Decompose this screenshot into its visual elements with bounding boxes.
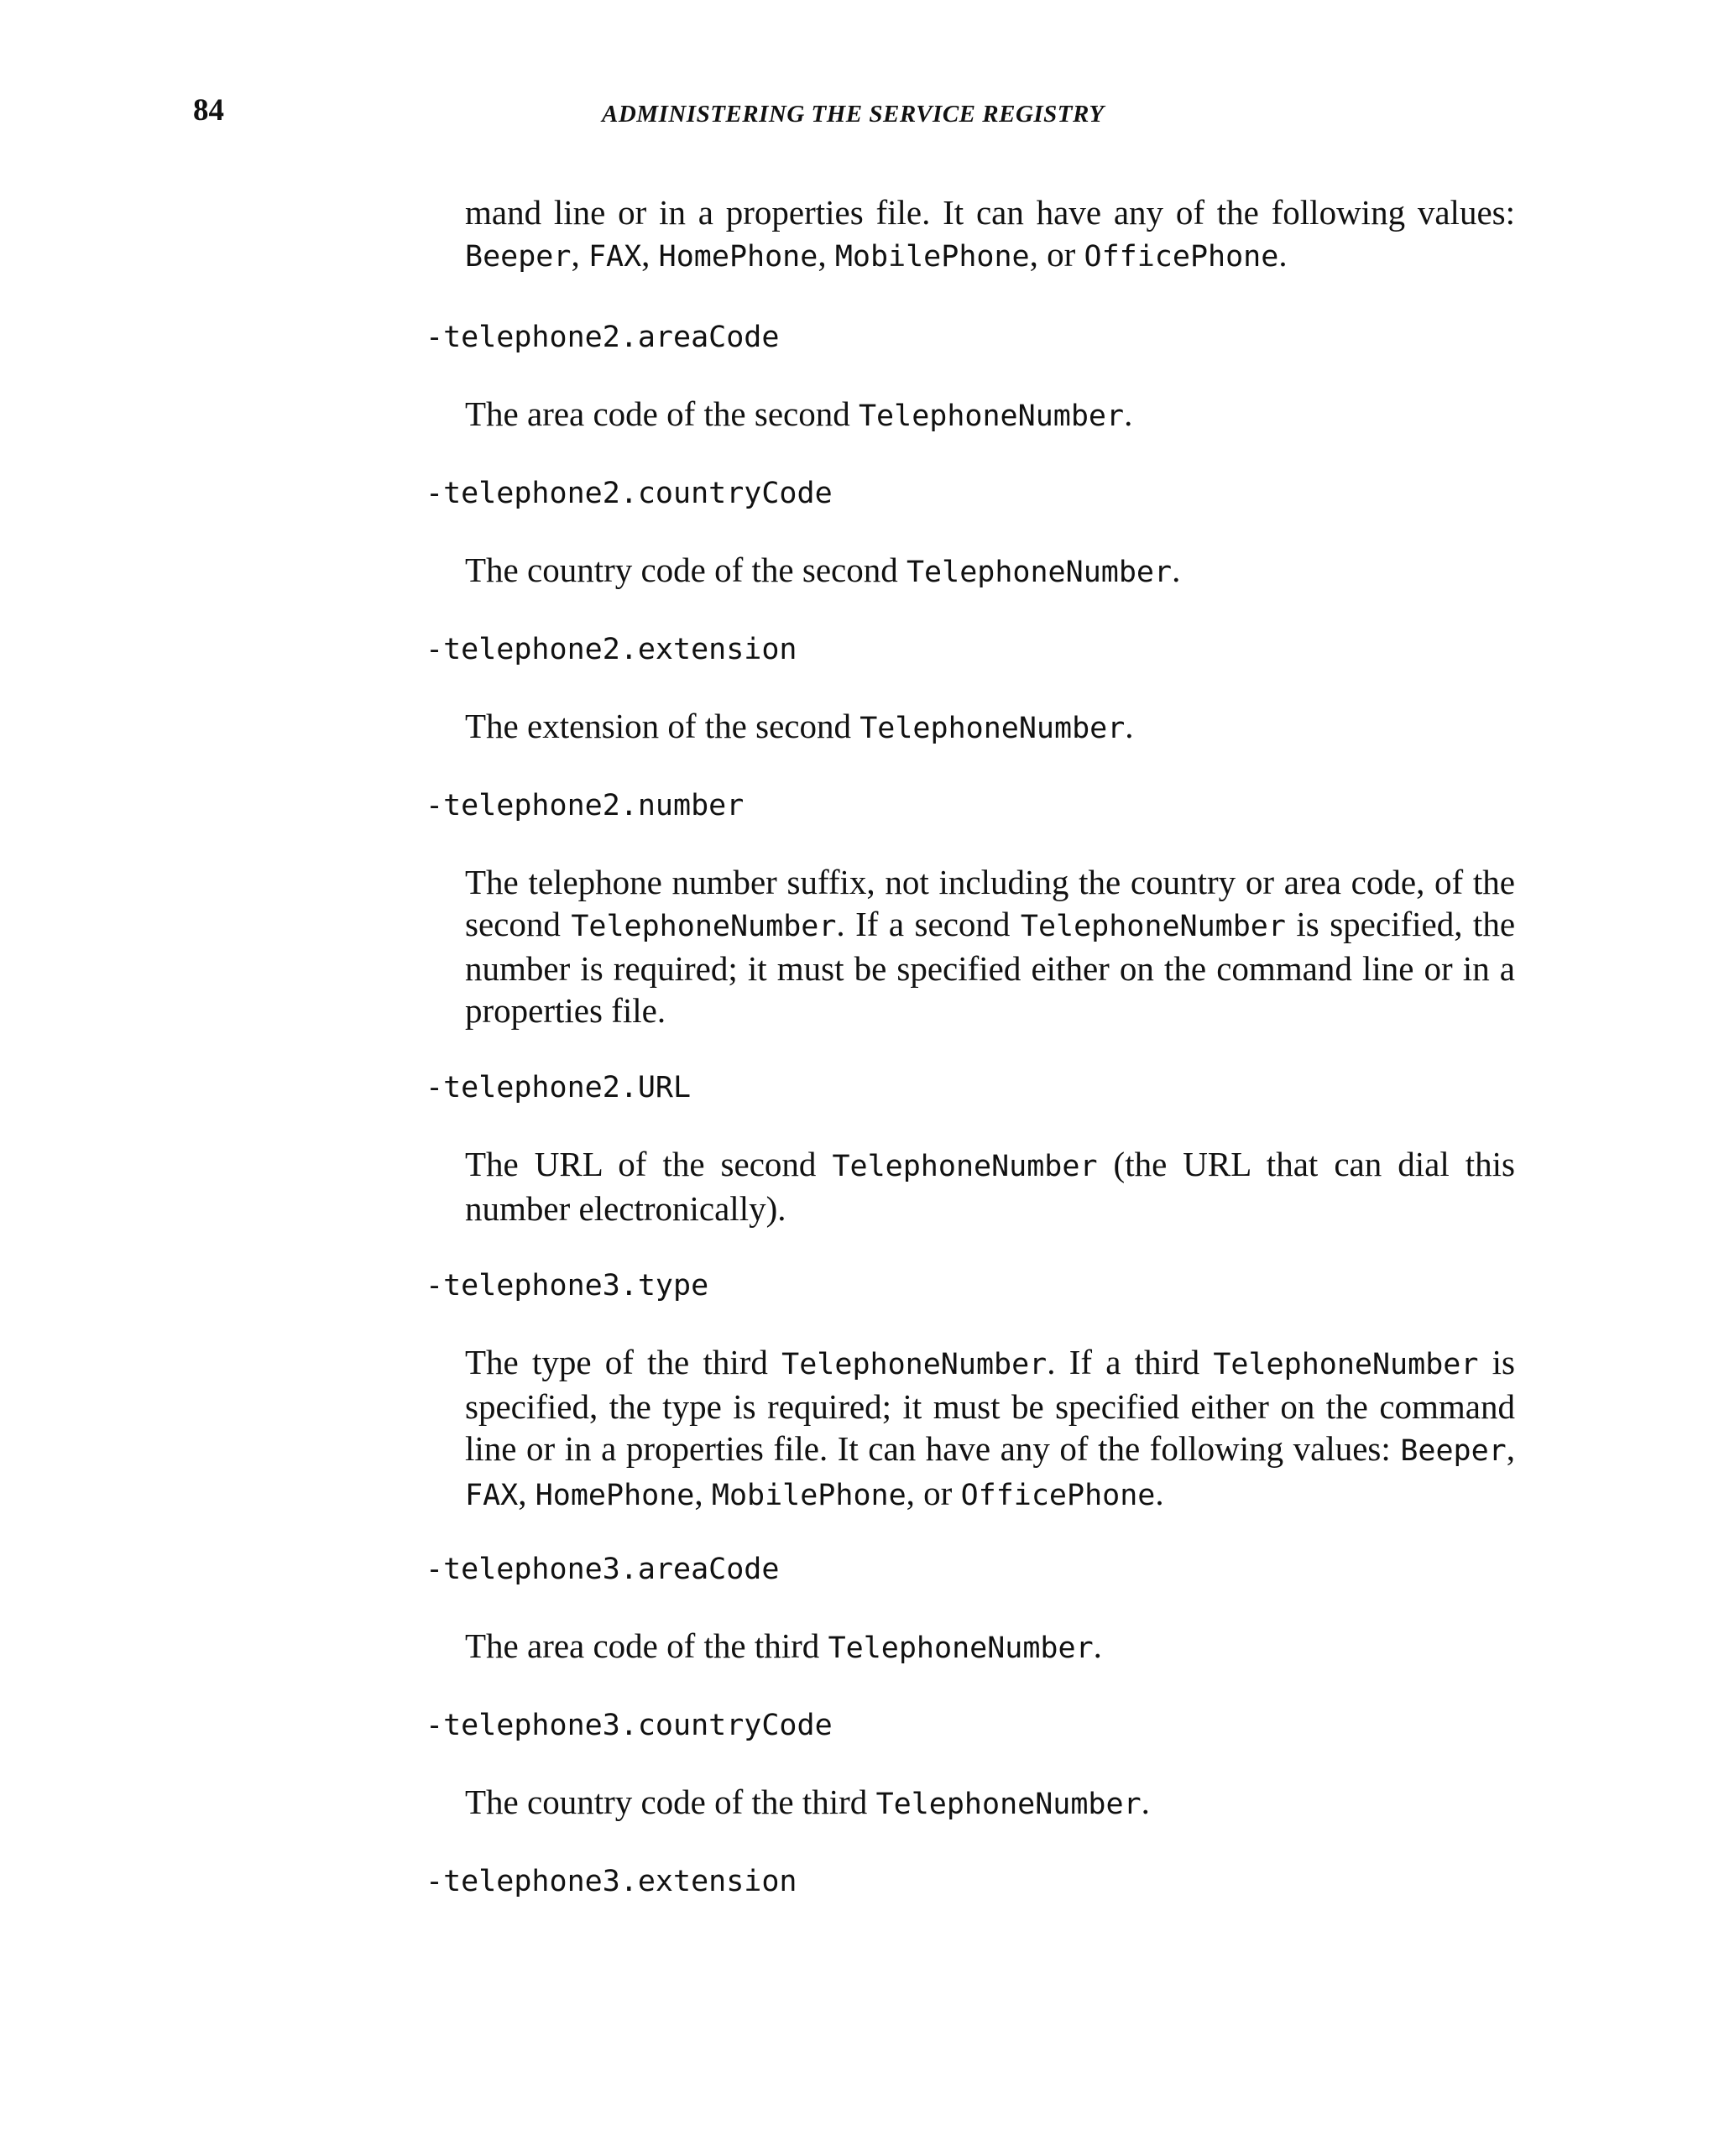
- entry-description: The area code of the third TelephoneNumber.: [465, 1626, 1102, 1665]
- entry-description: The country code of the second TelephoneNumber.: [465, 551, 1181, 589]
- option-term: -telephone2.areaCode: [426, 321, 780, 354]
- option-term: -telephone2.countryCode: [426, 477, 833, 510]
- value-beeper: Beeper: [1400, 1434, 1507, 1468]
- value-mobilephone: MobilePhone: [711, 1479, 907, 1512]
- option-term: -telephone3.extension: [426, 1865, 797, 1898]
- page-number: 84: [193, 93, 224, 128]
- value-officephone: OfficePhone: [1084, 240, 1279, 274]
- value-fax: FAX: [465, 1479, 519, 1512]
- entry-description: The extension of the second TelephoneNumber.: [465, 707, 1134, 745]
- value-homephone: HomePhone: [658, 240, 818, 274]
- option-term: -telephone3.type: [426, 1269, 709, 1302]
- value-fax: FAX: [588, 240, 642, 274]
- option-term: -telephone3.areaCode: [426, 1553, 780, 1586]
- entry-description: The telephone number suffix, not including the country or area code, of the second TelephoneNumber. If a second TelephoneNumber is specified, the number is required; it must be specified either on the command line or in a properties file.: [465, 863, 1516, 1030]
- option-term: -telephone2.URL: [426, 1071, 692, 1104]
- option-term: -telephone2.extension: [426, 633, 797, 666]
- value-beeper: Beeper: [465, 240, 572, 274]
- option-term: -telephone3.countryCode: [426, 1709, 833, 1742]
- page-header: [0, 92, 1719, 143]
- value-mobilephone: MobilePhone: [834, 240, 1030, 274]
- value-officephone: OfficePhone: [960, 1479, 1156, 1512]
- entry-description: mand line or in a properties file. It can have any of the following values: Beeper, FAX, HomePhone, MobilePhone, or OfficePhone.: [465, 193, 1515, 274]
- entry-description: The URL of the second TelephoneNumber (the URL that can dial this number electronically).: [465, 1145, 1515, 1228]
- entry-description: The country code of the third TelephoneNumber.: [465, 1783, 1150, 1821]
- option-term: -telephone2.number: [426, 789, 745, 822]
- running-head: ADMINISTERING THE SERVICE REGISTRY: [602, 101, 1105, 128]
- entry-description: The area code of the second TelephoneNumber.: [465, 394, 1133, 433]
- entry-description: The type of the third TelephoneNumber. If a third TelephoneNumber is specified, the type is required; it must be specified either on the command line or in a properties file. It can have any of the following values: Beeper, FAX, HomePhone, MobilePhone, or OfficePhone.: [465, 1343, 1515, 1512]
- value-homephone: HomePhone: [535, 1479, 695, 1512]
